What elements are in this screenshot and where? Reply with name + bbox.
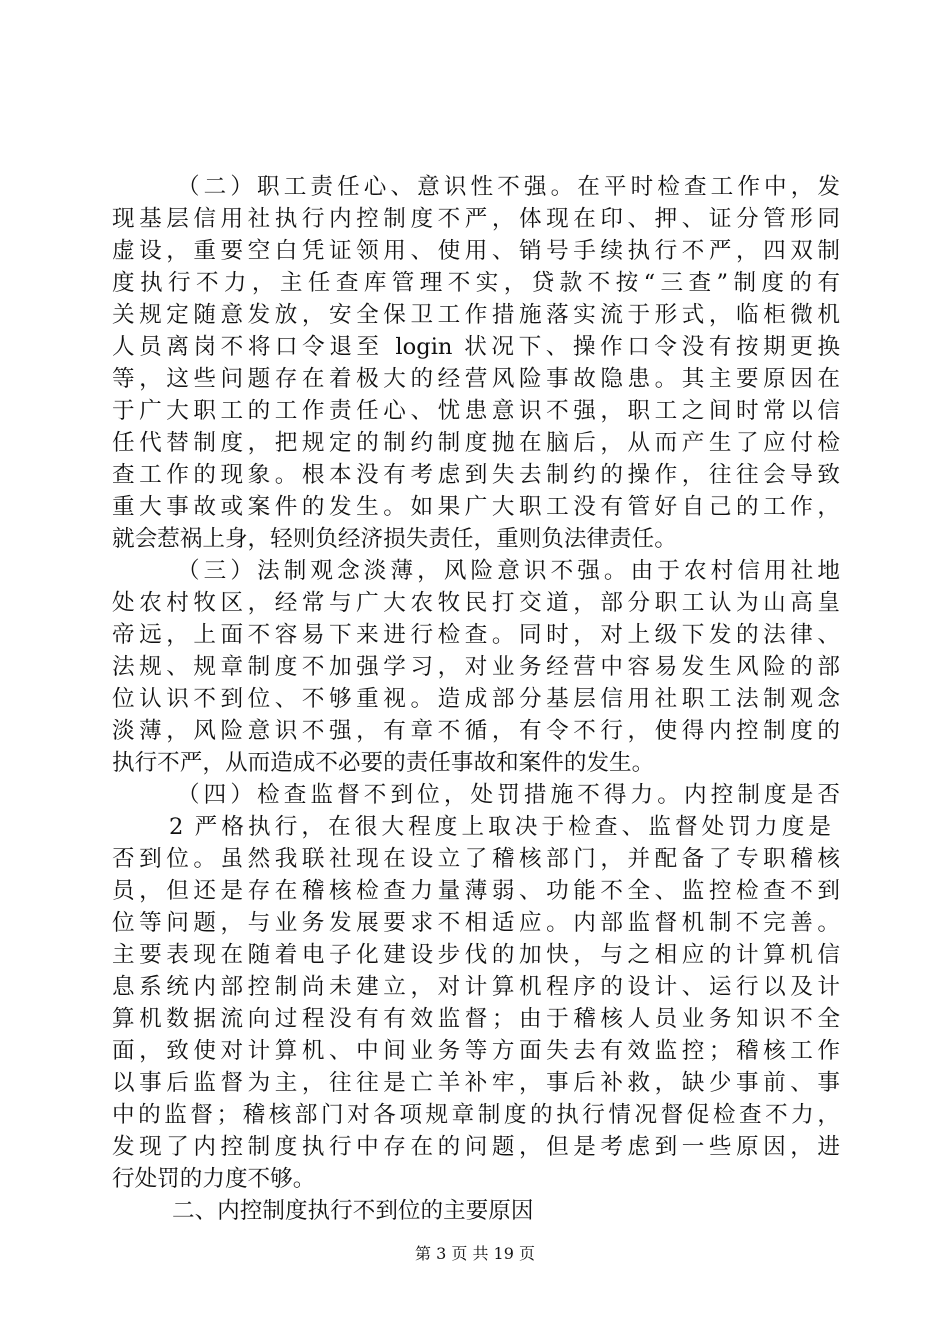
- section-heading: 二、内控制度执行不到位的主要原因: [172, 1198, 534, 1224]
- text-line: 员，但还是存在稽核检查力量薄弱、功能不全、监控检查不到: [112, 878, 840, 904]
- text-line: 现基层信用社执行内控制度不严，体现在印、押、证分管形同: [112, 206, 840, 232]
- text-line: 查工作的现象。根本没有考虑到失去制约的操作，往往会导致: [112, 462, 840, 488]
- text-line: 法规、规章制度不加强学习，对业务经营中容易发生风险的部: [112, 654, 840, 680]
- text-line: 淡薄，风险意识不强，有章不循，有令不行，使得内控制度的: [112, 718, 840, 744]
- text-line: 处农村牧区，经常与广大农牧民打交道，部分职工认为山高皇: [112, 590, 840, 616]
- text-line: 任代替制度，把规定的制约制度抛在脑后，从而产生了应付检: [112, 430, 840, 456]
- text-line: 位认识不到位、不够重视。造成部分基层信用社职工法制观念: [112, 686, 840, 712]
- text-line: 中的监督；稽核部门对各项规章制度的执行情况督促检查不力，: [112, 1102, 840, 1128]
- text-line: 发现了内控制度执行中存在的问题，但是考虑到一些原因，进: [112, 1134, 840, 1160]
- text-line: 主要表现在随着电子化建设步伐的加快，与之相应的计算机信: [112, 942, 840, 968]
- text-line: 否到位。虽然我联社现在设立了稽核部门，并配备了专职稽核: [112, 846, 840, 872]
- text-line: （三）法制观念淡薄，风险意识不强。由于农村信用社地: [177, 558, 840, 584]
- text-line: 以事后监督为主，往往是亡羊补牢，事后补救，缺少事前、事: [112, 1070, 840, 1096]
- text-line: 度执行不力，主任查库管理不实，贷款不按“三查”制度的有: [112, 270, 840, 296]
- text-line: （二）职工责任心、意识性不强。在平时检查工作中，发: [177, 174, 840, 200]
- text-line: 虚设，重要空白凭证领用、使用、销号手续执行不严，四双制: [112, 238, 840, 264]
- text-line: 位等问题，与业务发展要求不相适应。内部监督机制不完善。: [112, 910, 840, 936]
- text-line: 人员离岗不将口令退至 login 状况下、操作口令没有按期更换: [112, 334, 840, 360]
- text-line: 算机数据流向过程没有有效监督；由于稽核人员业务知识不全: [112, 1006, 840, 1032]
- text-line: 2 严格执行，在很大程度上取决于检查、监督处罚力度是: [169, 814, 831, 840]
- text-line: 重大事故或案件的发生。如果广大职工没有管好自己的工作，: [112, 494, 840, 520]
- page-number-footer: 第 3 页 共 19 页: [415, 1244, 535, 1263]
- text-line: 执行不严，从而造成不必要的责任事故和案件的发生。: [112, 750, 655, 776]
- text-line: （四）检查监督不到位，处罚措施不得力。内控制度是否: [177, 782, 840, 808]
- text-line: 息系统内部控制尚未建立，对计算机程序的设计、运行以及计: [112, 974, 840, 1000]
- text-line: 于广大职工的工作责任心、忧患意识不强，职工之间时常以信: [112, 398, 840, 424]
- text-line: 面，致使对计算机、中间业务等方面失去有效监控；稽核工作: [112, 1038, 840, 1064]
- text-line: 帝远，上面不容易下来进行检查。同时，对上级下发的法律、: [112, 622, 840, 648]
- text-line: 行处罚的力度不够。: [112, 1166, 316, 1192]
- text-line: 关规定随意发放，安全保卫工作措施落实流于形式，临柜微机: [112, 302, 840, 328]
- text-line: 就会惹祸上身，轻则负经济损失责任，重则负法律责任。: [112, 526, 677, 552]
- text-line: 等，这些问题存在着极大的经营风险事故隐患。其主要原因在: [112, 366, 840, 392]
